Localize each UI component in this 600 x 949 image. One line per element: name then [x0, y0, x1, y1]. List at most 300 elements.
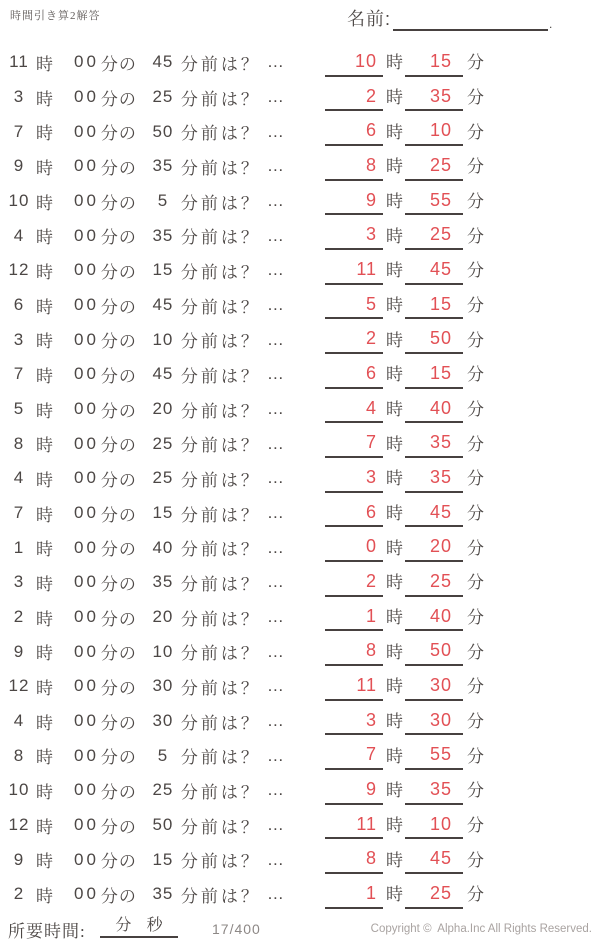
- question-zero-minutes: 00: [74, 52, 99, 72]
- answer-minute-field: [405, 429, 463, 458]
- question-minutes-before-value: 10: [152, 329, 174, 349]
- answer-minute-value: 55: [429, 744, 452, 765]
- problem-row: [0, 773, 600, 808]
- answer-hour-field: [325, 776, 383, 805]
- answer-minute-value: 45: [429, 501, 452, 522]
- question-hour-unit-label: 時: [36, 366, 54, 386]
- answer-minute-field: [405, 499, 463, 528]
- answer-minute-value: 35: [429, 85, 452, 106]
- answer-hour-unit-label: 時: [386, 885, 404, 905]
- answer-hour-field: [325, 637, 383, 666]
- answer-hour-field: [325, 880, 383, 909]
- ellipsis: …: [266, 815, 285, 835]
- ellipsis: …: [266, 87, 285, 106]
- answer-minute-value: 50: [429, 328, 452, 349]
- answer-minute-unit-label: 分: [467, 642, 485, 662]
- question-minutes-before-value: 45: [152, 52, 174, 72]
- answer-hour-unit-label: 時: [386, 573, 404, 593]
- answer-hour-unit-label: 時: [386, 88, 404, 107]
- question-minute-of-label: 分の: [100, 193, 137, 213]
- answer-hour-field: [325, 499, 383, 528]
- answer-minute-field: [405, 741, 463, 770]
- problem-row: [0, 496, 600, 531]
- problem-row: [0, 357, 600, 392]
- answer-hour-unit-label: 時: [386, 469, 404, 489]
- ellipsis: …: [266, 572, 285, 592]
- answer-hour-value: 8: [365, 640, 377, 661]
- question-before-suffix-label: 分前は？: [180, 505, 261, 525]
- question-zero-minutes: 00: [74, 121, 99, 141]
- answer-minute-value: 25: [429, 154, 452, 175]
- ellipsis: …: [266, 849, 285, 869]
- answer-minute-unit-label: 分: [467, 538, 485, 558]
- answer-minute-unit-label: 分: [467, 88, 485, 107]
- answer-minute-unit-label: 分: [467, 885, 485, 905]
- question-hour-unit-label: 時: [36, 193, 54, 213]
- question-hour-unit-label: 時: [36, 89, 54, 109]
- answer-hour-unit-label: 時: [386, 608, 404, 628]
- question-minutes-before-value: 25: [152, 468, 174, 488]
- answer-hour-value: 11: [356, 258, 377, 279]
- answer-minute-field: [405, 152, 463, 181]
- problem-row: [0, 669, 600, 704]
- question-before-suffix-label: 分前は？: [180, 228, 261, 248]
- question-before-suffix-label: 分前は？: [180, 817, 261, 837]
- question-minute-of-label: 分の: [100, 158, 137, 178]
- required-time-seconds-label: 秒: [146, 917, 163, 934]
- answer-minute-unit-label: 分: [467, 850, 485, 870]
- question-hour-unit-label: 時: [36, 748, 54, 768]
- question-hour-value: 7: [13, 364, 25, 384]
- question-hour-value: 8: [13, 745, 25, 765]
- answer-hour-field: [325, 741, 383, 770]
- name-line-end: .: [549, 17, 554, 31]
- question-zero-minutes: 00: [74, 815, 99, 835]
- question-hour-unit-label: 時: [36, 540, 54, 560]
- ellipsis: …: [266, 641, 285, 661]
- question-before-suffix-label: 分前は？: [180, 124, 261, 144]
- question-hour-value: 12: [8, 676, 30, 696]
- problem-row: [0, 877, 600, 912]
- answer-minute-unit-label: 分: [467, 192, 485, 212]
- question-minutes-before-value: 45: [152, 295, 174, 315]
- answer-hour-unit-label: 時: [386, 850, 404, 870]
- problem-row: [0, 461, 600, 496]
- ellipsis: …: [266, 676, 285, 696]
- answer-minute-field: [405, 187, 463, 216]
- question-minute-of-label: 分の: [100, 852, 137, 872]
- answer-minute-field: [405, 707, 463, 736]
- answer-minute-value: 35: [429, 778, 452, 799]
- question-hour-unit-label: 時: [36, 782, 54, 802]
- question-zero-minutes: 00: [74, 884, 99, 904]
- question-hour-value: 3: [13, 572, 25, 592]
- question-hour-unit-label: 時: [36, 228, 54, 248]
- question-before-suffix-label: 分前は？: [180, 297, 261, 317]
- question-zero-minutes: 00: [74, 329, 99, 349]
- question-hour-value: 4: [13, 225, 25, 245]
- question-hour-unit-label: 時: [36, 297, 54, 317]
- question-hour-value: 11: [9, 52, 29, 72]
- question-minutes-before-value: 20: [152, 607, 174, 627]
- answer-minute-value: 15: [429, 50, 452, 71]
- question-hour-value: 1: [13, 537, 25, 557]
- problem-row: [0, 704, 600, 739]
- question-minutes-before-value: 5: [157, 191, 169, 211]
- answer-minute-unit-label: 分: [467, 504, 485, 524]
- problem-row: [0, 634, 600, 669]
- question-hour-value: 6: [13, 295, 25, 315]
- question-hour-unit-label: 時: [36, 54, 54, 74]
- answer-minute-field: [405, 637, 463, 666]
- answer-minute-unit-label: 分: [467, 677, 485, 697]
- answer-hour-unit-label: 時: [386, 746, 404, 766]
- question-before-suffix-label: 分前は？: [180, 332, 261, 352]
- answer-minute-unit-label: 分: [467, 157, 485, 177]
- question-before-suffix-label: 分前は？: [180, 886, 261, 906]
- problem-row: [0, 149, 600, 184]
- answer-hour-unit-label: 時: [386, 226, 404, 246]
- answer-minute-value: 35: [429, 432, 452, 453]
- answer-hour-value: 1: [365, 882, 377, 903]
- question-before-suffix-label: 分前は？: [180, 158, 261, 178]
- question-minute-of-label: 分の: [100, 228, 137, 248]
- question-minute-of-label: 分の: [100, 505, 137, 525]
- ellipsis: …: [266, 433, 285, 453]
- question-minutes-before-value: 25: [152, 780, 174, 800]
- answer-minute-value: 40: [429, 397, 452, 418]
- question-minutes-before-value: 5: [157, 745, 169, 765]
- question-minutes-before-value: 15: [152, 260, 174, 280]
- answer-minute-unit-label: 分: [467, 261, 485, 281]
- answer-hour-value: 8: [365, 848, 377, 869]
- answer-hour-field: [325, 464, 383, 493]
- problem-row: [0, 808, 600, 843]
- ellipsis: …: [266, 156, 285, 176]
- ellipsis: …: [266, 52, 285, 72]
- problem-row: [0, 114, 600, 149]
- question-minutes-before-value: 50: [152, 815, 174, 835]
- problem-list: [0, 45, 600, 912]
- answer-hour-unit-label: 時: [386, 192, 404, 212]
- answer-minute-value: 10: [429, 813, 452, 834]
- question-before-suffix-label: 分前は？: [180, 748, 261, 768]
- ellipsis: …: [266, 364, 285, 384]
- answer-minute-value: 30: [429, 674, 452, 695]
- question-zero-minutes: 00: [74, 364, 99, 384]
- question-before-suffix-label: 分前は？: [180, 401, 261, 421]
- name-field: [347, 5, 553, 31]
- answer-minute-value: 35: [429, 466, 452, 487]
- ellipsis: …: [266, 468, 285, 488]
- question-minutes-before-value: 30: [152, 711, 174, 731]
- answer-hour-unit-label: 時: [386, 816, 404, 836]
- question-before-suffix-label: 分前は？: [180, 436, 261, 456]
- answer-minute-value: 15: [429, 293, 452, 314]
- answer-hour-field: [325, 360, 383, 389]
- question-before-suffix-label: 分前は？: [180, 89, 261, 109]
- question-minutes-before-value: 35: [152, 225, 174, 245]
- answer-hour-unit-label: 時: [386, 781, 404, 801]
- question-zero-minutes: 00: [74, 156, 99, 176]
- answer-minute-value: 45: [429, 848, 452, 869]
- answer-hour-unit-label: 時: [386, 677, 404, 697]
- question-minutes-before-value: 35: [152, 572, 174, 592]
- answer-hour-value: 2: [365, 570, 377, 591]
- answer-hour-value: 6: [365, 120, 377, 141]
- ellipsis: …: [266, 537, 285, 557]
- answer-minute-value: 50: [429, 640, 452, 661]
- copyright-notice: Copyright © Alpha.Inc All Rights Reserved.: [370, 923, 592, 935]
- answer-hour-value: 1: [365, 605, 377, 626]
- question-before-suffix-label: 分前は？: [180, 262, 261, 282]
- question-zero-minutes: 00: [74, 468, 99, 488]
- question-minutes-before-value: 25: [152, 433, 174, 453]
- ellipsis: …: [266, 399, 285, 419]
- answer-minute-field: [405, 48, 463, 77]
- answer-hour-unit-label: 時: [386, 261, 404, 281]
- answer-hour-value: 10: [354, 50, 377, 71]
- question-zero-minutes: 00: [74, 572, 99, 592]
- answer-hour-field: [325, 811, 383, 840]
- question-hour-unit-label: 時: [36, 574, 54, 594]
- question-zero-minutes: 00: [74, 780, 99, 800]
- answer-hour-value: 9: [365, 189, 377, 210]
- answer-hour-value: 6: [365, 362, 377, 383]
- ellipsis: …: [266, 711, 285, 731]
- question-hour-value: 10: [8, 191, 30, 211]
- question-minute-of-label: 分の: [100, 748, 137, 768]
- ellipsis: …: [266, 780, 285, 800]
- problem-row: [0, 738, 600, 773]
- question-zero-minutes: 00: [74, 676, 99, 696]
- answer-hour-value: 11: [356, 813, 377, 834]
- question-hour-unit-label: 時: [36, 436, 54, 456]
- ellipsis: …: [266, 260, 285, 280]
- answer-minute-field: [405, 568, 463, 597]
- question-zero-minutes: 00: [74, 537, 99, 557]
- answer-minute-field: [405, 880, 463, 909]
- ellipsis: …: [266, 503, 285, 523]
- required-time-input-line: [100, 913, 178, 938]
- answer-hour-field: [325, 48, 383, 77]
- answer-minute-field: [405, 325, 463, 354]
- answer-minute-value: 25: [429, 882, 452, 903]
- question-hour-value: 7: [13, 503, 25, 523]
- question-minutes-before-value: 40: [152, 537, 174, 557]
- required-time-label: 所要時間:: [8, 922, 86, 941]
- answer-hour-field: [325, 187, 383, 216]
- question-minute-of-label: 分の: [100, 89, 137, 109]
- answer-hour-unit-label: 時: [386, 330, 404, 350]
- answer-minute-field: [405, 811, 463, 840]
- answer-minute-value: 40: [429, 605, 452, 626]
- answer-minute-field: [405, 83, 463, 112]
- answer-minute-unit-label: 分: [467, 122, 485, 142]
- answer-minute-value: 55: [429, 189, 452, 210]
- answer-minute-field: [405, 533, 463, 562]
- answer-minute-value: 25: [429, 570, 452, 591]
- question-minutes-before-value: 45: [152, 364, 174, 384]
- ellipsis: …: [266, 884, 285, 904]
- answer-minute-field: [405, 256, 463, 285]
- question-zero-minutes: 00: [74, 295, 99, 315]
- answer-hour-field: [325, 152, 383, 181]
- footer: [0, 912, 600, 949]
- answer-minute-value: 45: [429, 258, 452, 279]
- problem-row: [0, 530, 600, 565]
- problem-row: [0, 288, 600, 323]
- question-before-suffix-label: 分前は？: [180, 782, 261, 802]
- answer-minute-field: [405, 221, 463, 250]
- ellipsis: …: [266, 329, 285, 349]
- problem-row: [0, 426, 600, 461]
- question-before-suffix-label: 分前は？: [180, 678, 261, 698]
- question-minute-of-label: 分の: [100, 713, 137, 733]
- answer-hour-value: 6: [365, 501, 377, 522]
- question-hour-value: 2: [13, 607, 25, 627]
- question-before-suffix-label: 分前は？: [180, 713, 261, 733]
- question-minute-of-label: 分の: [100, 332, 137, 352]
- question-minutes-before-value: 30: [152, 676, 174, 696]
- answer-hour-value: 3: [365, 466, 377, 487]
- question-before-suffix-label: 分前は？: [180, 366, 261, 386]
- answer-hour-field: [325, 603, 383, 632]
- question-hour-value: 4: [13, 468, 25, 488]
- answer-hour-field: [325, 707, 383, 736]
- problem-row: [0, 565, 600, 600]
- answer-hour-value: 4: [365, 397, 377, 418]
- answer-hour-field: [325, 256, 383, 285]
- answer-minute-unit-label: 分: [467, 365, 485, 385]
- question-minute-of-label: 分の: [100, 817, 137, 837]
- answer-hour-field: [325, 429, 383, 458]
- question-before-suffix-label: 分前は？: [180, 540, 261, 560]
- answer-minute-unit-label: 分: [467, 712, 485, 732]
- question-minute-of-label: 分の: [100, 782, 137, 802]
- question-hour-value: 4: [13, 711, 25, 731]
- problem-row: [0, 218, 600, 253]
- answer-hour-unit-label: 時: [386, 504, 404, 524]
- answer-hour-unit-label: 時: [386, 712, 404, 732]
- answer-hour-field: [325, 117, 383, 146]
- question-hour-value: 12: [8, 260, 30, 280]
- answer-hour-unit-label: 時: [386, 400, 404, 420]
- question-hour-unit-label: 時: [36, 332, 54, 352]
- question-before-suffix-label: 分前は？: [180, 852, 261, 872]
- question-zero-minutes: 00: [74, 641, 99, 661]
- question-hour-value: 7: [13, 121, 25, 141]
- problem-row: [0, 392, 600, 427]
- answer-hour-unit-label: 時: [386, 642, 404, 662]
- question-zero-minutes: 00: [74, 191, 99, 211]
- question-hour-value: 5: [13, 399, 25, 419]
- answer-minute-field: [405, 845, 463, 874]
- question-before-suffix-label: 分前は？: [180, 54, 261, 74]
- answer-hour-field: [325, 672, 383, 701]
- answer-hour-value: 11: [356, 674, 377, 695]
- question-zero-minutes: 00: [74, 260, 99, 280]
- problem-row: [0, 253, 600, 288]
- answer-minute-unit-label: 分: [467, 781, 485, 801]
- question-hour-unit-label: 時: [36, 401, 54, 421]
- answer-minute-value: 10: [429, 120, 452, 141]
- question-minute-of-label: 分の: [100, 678, 137, 698]
- answer-minute-value: 20: [429, 536, 452, 557]
- question-minutes-before-value: 15: [152, 503, 174, 523]
- question-minutes-before-value: 25: [152, 87, 174, 106]
- answer-hour-value: 3: [365, 709, 377, 730]
- answer-minute-field: [405, 672, 463, 701]
- answer-minute-unit-label: 分: [467, 573, 485, 593]
- problem-row: [0, 322, 600, 357]
- question-zero-minutes: 00: [74, 607, 99, 627]
- question-hour-value: 9: [13, 849, 25, 869]
- answer-hour-unit-label: 時: [386, 365, 404, 385]
- answer-minute-field: [405, 395, 463, 424]
- answer-hour-field: [325, 325, 383, 354]
- question-hour-unit-label: 時: [36, 470, 54, 490]
- answer-hour-field: [325, 533, 383, 562]
- answer-hour-field: [325, 568, 383, 597]
- sheet-number: 17/400: [212, 921, 261, 937]
- question-before-suffix-label: 分前は？: [180, 609, 261, 629]
- question-hour-unit-label: 時: [36, 817, 54, 837]
- ellipsis: …: [266, 745, 285, 765]
- question-minute-of-label: 分の: [100, 470, 137, 490]
- question-before-suffix-label: 分前は？: [180, 470, 261, 490]
- answer-minute-value: 15: [429, 362, 452, 383]
- answer-minute-unit-label: 分: [467, 434, 485, 454]
- ellipsis: …: [266, 191, 285, 211]
- question-minute-of-label: 分の: [100, 262, 137, 282]
- name-label: 名前:: [347, 9, 392, 29]
- question-minute-of-label: 分の: [100, 401, 137, 421]
- question-minute-of-label: 分の: [100, 436, 137, 456]
- question-hour-unit-label: 時: [36, 713, 54, 733]
- question-zero-minutes: 00: [74, 503, 99, 523]
- answer-hour-value: 7: [365, 744, 377, 765]
- question-hour-unit-label: 時: [36, 262, 54, 282]
- answer-minute-unit-label: 分: [467, 330, 485, 350]
- answer-hour-unit-label: 時: [386, 122, 404, 142]
- page-title: 時間引き算2解答: [10, 10, 101, 22]
- question-hour-value: 9: [13, 641, 25, 661]
- problem-row: [0, 184, 600, 219]
- question-minute-of-label: 分の: [100, 540, 137, 560]
- answer-minute-field: [405, 117, 463, 146]
- answer-hour-value: 9: [365, 778, 377, 799]
- answer-minute-unit-label: 分: [467, 469, 485, 489]
- answer-hour-field: [325, 83, 383, 112]
- question-zero-minutes: 00: [74, 433, 99, 453]
- answer-minute-unit-label: 分: [467, 746, 485, 766]
- ellipsis: …: [266, 121, 285, 141]
- answer-hour-unit-label: 時: [386, 296, 404, 316]
- question-before-suffix-label: 分前は？: [180, 574, 261, 594]
- answer-hour-value: 5: [365, 293, 377, 314]
- answer-hour-value: 3: [365, 224, 377, 245]
- answer-minute-unit-label: 分: [467, 400, 485, 420]
- question-before-suffix-label: 分前は？: [180, 644, 261, 664]
- answer-hour-unit-label: 時: [386, 434, 404, 454]
- question-minute-of-label: 分の: [100, 574, 137, 594]
- question-hour-value: 9: [13, 156, 25, 176]
- question-hour-unit-label: 時: [36, 124, 54, 144]
- question-zero-minutes: 00: [74, 87, 99, 106]
- question-minute-of-label: 分の: [100, 297, 137, 317]
- problem-row: [0, 45, 600, 80]
